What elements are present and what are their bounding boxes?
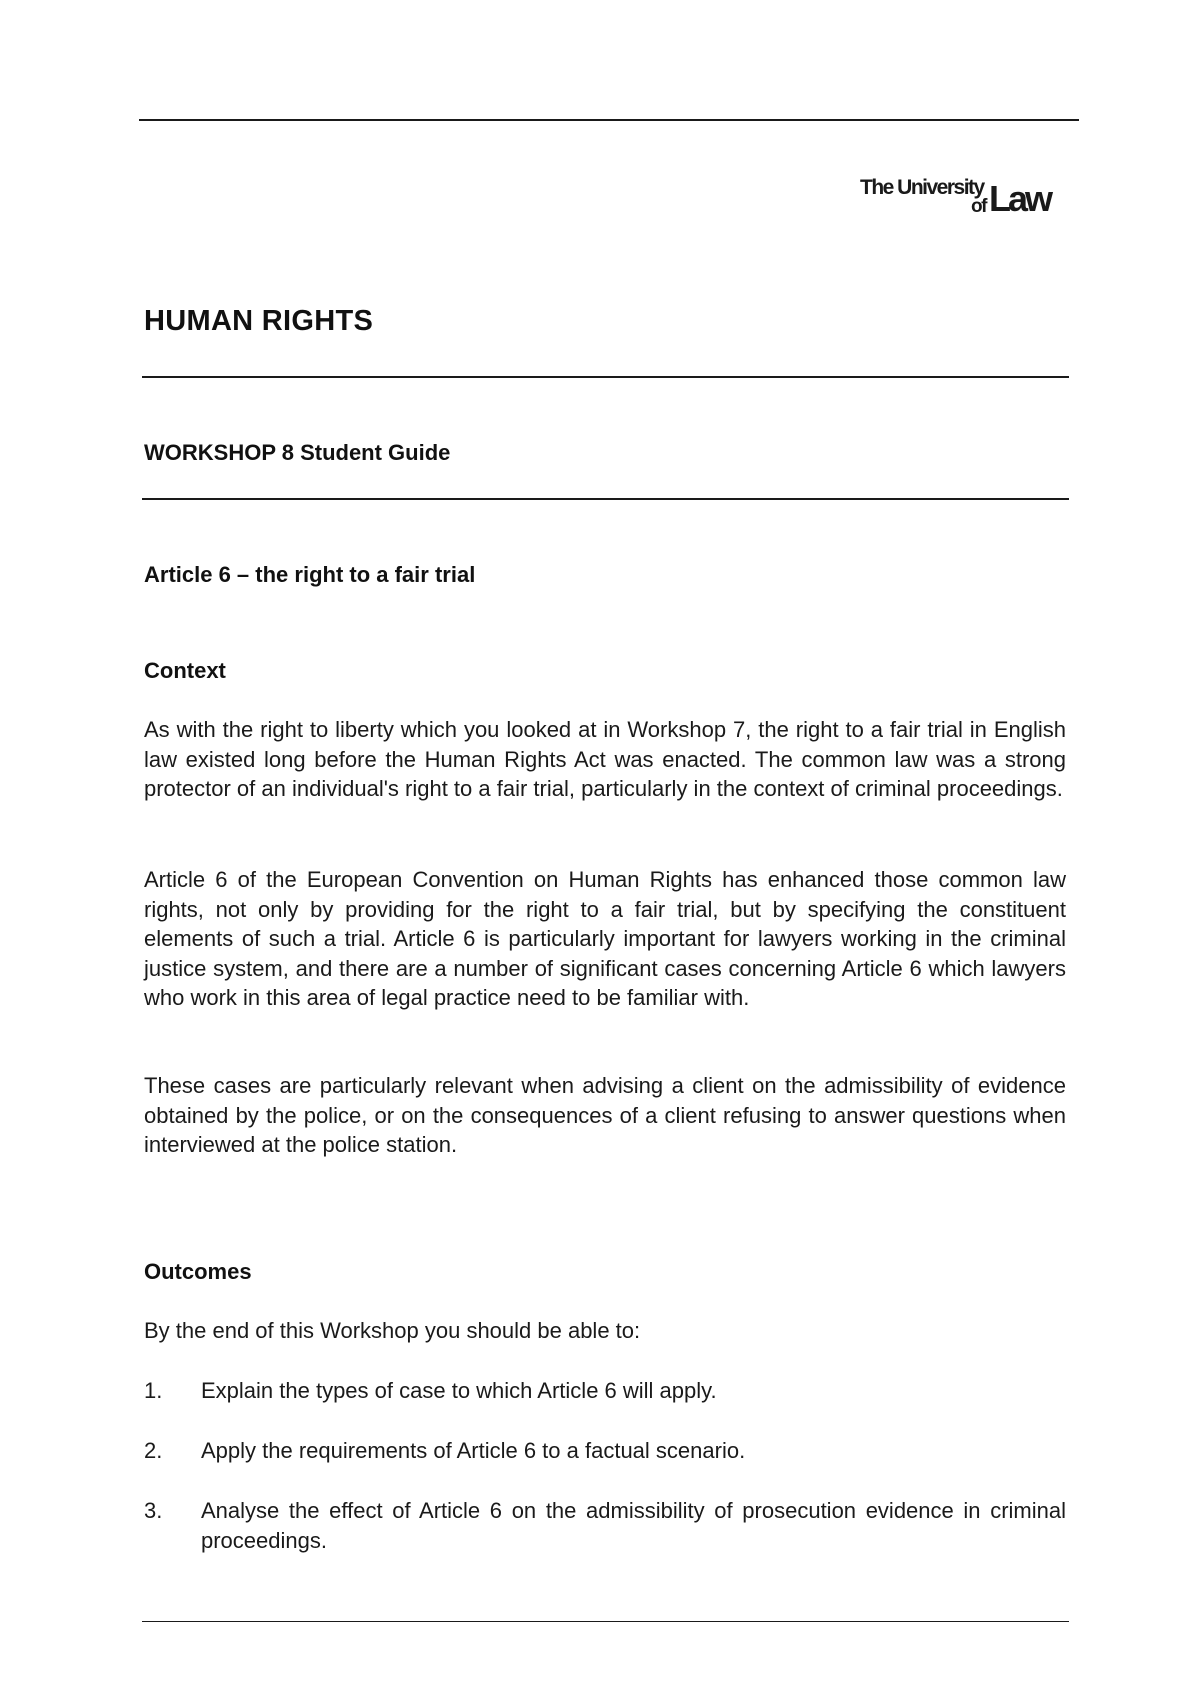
context-paragraph: Article 6 of the European Convention on Human Rights has enhanced those common law rights, not only by providing for the right to a fair trial, but by specifying the constituent elements of such a trial. Article 6 is particularly important for lawyers working in the criminal justice system, and there are a number of significant cases concerning Article 6 which lawyers who work in this area of legal practice need to be familiar with. bbox=[144, 867, 1066, 1010]
outcome-text: Apply the requirements of Article 6 to a factual scenario. bbox=[201, 1438, 746, 1463]
context-heading: Context bbox=[144, 658, 226, 683]
subtitle-divider bbox=[142, 498, 1069, 500]
outcome-item bbox=[144, 1376, 1066, 1406]
logo-text-of: of bbox=[971, 196, 986, 217]
outcome-text: Analyse the effect of Article 6 on the admissibility of prosecution evidence in criminal proceedings. bbox=[201, 1498, 1066, 1553]
outcome-item bbox=[144, 1436, 1066, 1466]
title-divider bbox=[142, 376, 1069, 378]
article-heading: Article 6 – the right to a fair trial bbox=[144, 562, 476, 587]
outcome-number: 1. bbox=[144, 1378, 163, 1403]
document-subtitle: WORKSHOP 8 Student Guide bbox=[144, 440, 451, 465]
outcome-item bbox=[144, 1496, 1066, 1555]
outcomes-intro: By the end of this Workshop you should be able to: bbox=[144, 1318, 641, 1343]
outcome-number: 2. bbox=[144, 1438, 163, 1463]
document-title: HUMAN RIGHTS bbox=[144, 305, 374, 337]
top-divider bbox=[139, 119, 1079, 121]
outcomes-heading: Outcomes bbox=[144, 1259, 252, 1284]
context-paragraph: These cases are particularly relevant when advising a client on the admissibility of evidence obtained by the police, or on the consequences of a client refusing to answer questions when interviewed at the police station. bbox=[144, 1073, 1066, 1157]
outcome-text: Explain the types of case to which Article 6 will apply. bbox=[201, 1378, 717, 1403]
university-of-law-logo bbox=[860, 174, 1070, 226]
context-paragraph: As with the right to liberty which you looked at in Workshop 7, the right to a fair trial in English law existed long before the Human Rights Act was enacted. The common law was a strong protector of an individual's right to a fair trial, particularly in the context of criminal proceedings. bbox=[144, 717, 1066, 801]
logo-text-law: Law bbox=[989, 178, 1051, 219]
bottom-divider bbox=[142, 1621, 1069, 1622]
logo-text-the-university: The University bbox=[860, 176, 984, 199]
outcome-number: 3. bbox=[144, 1498, 163, 1523]
